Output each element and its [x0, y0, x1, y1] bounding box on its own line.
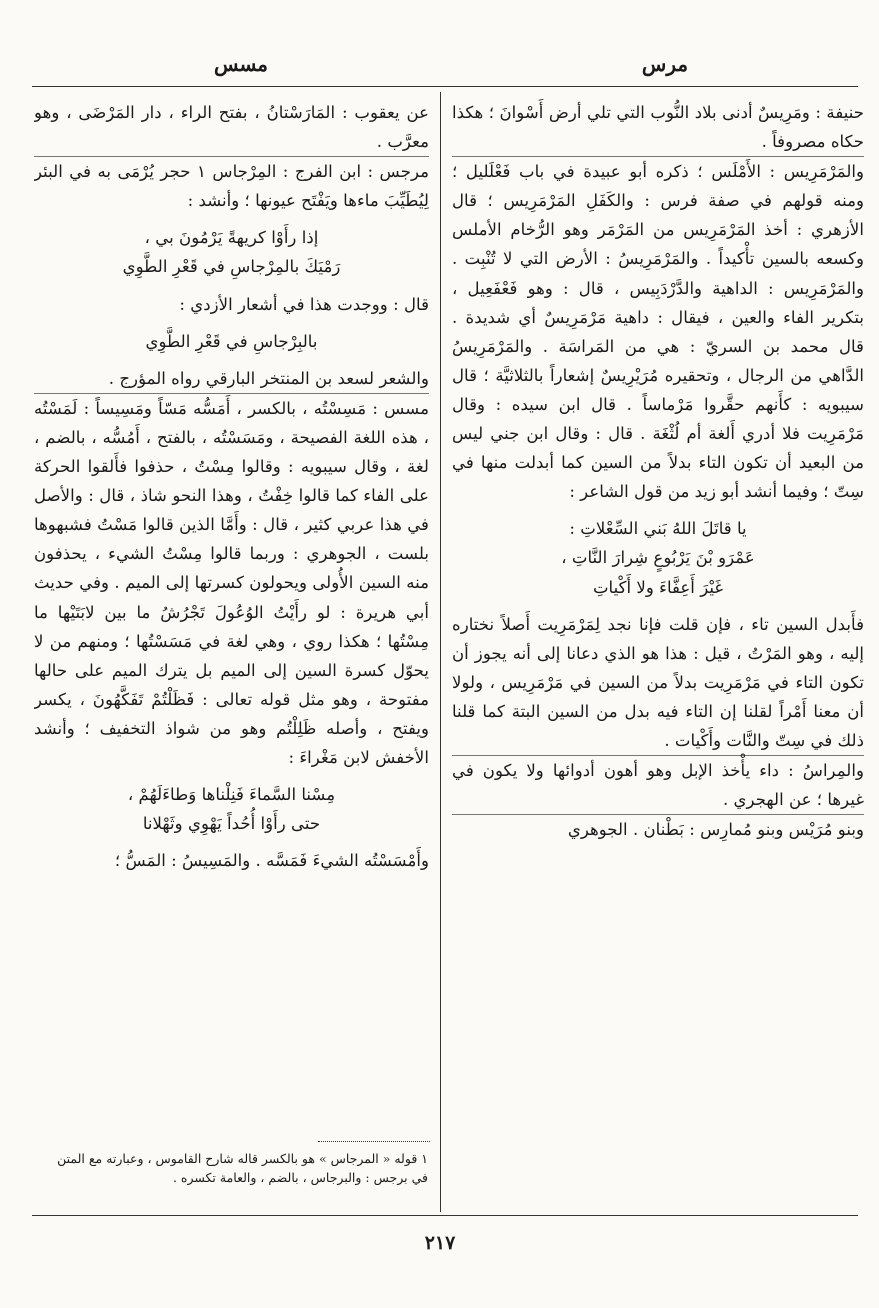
entry-paragraph: والشعر لسعد بن المنتخر البارقي رواه المؤرج . [34, 364, 429, 394]
entry-paragraph: قال : ووجدت هذا في أشعار الأزدي : [179, 294, 429, 314]
verse-line: حتى رأَوْا أُحُداً يَهْوِي وثَهْلانا [142, 814, 321, 834]
footer-rule [32, 1215, 858, 1216]
entry-paragraph: وأَمْسَسْتُه الشيءَ فَمَسَّه . والمَسِيسُ : المَسُّ ؛ [114, 851, 429, 871]
entry-paragraph: مسس : مَسِسْتُه ، بالكسر ، أَمَسُّه مَسّاً ومَسِيساً : لَمَسْتُه ، هذه اللغة الفصيحة ، ومَسَسْتُه ، بالفتح ، أَمُسُّه ، بالضم ، لغة ، وقال سيبويه : وقالوا مِسْتُ ، حذفوا فأَلقوا الحركة على الفاء كما قالوا خِفْتُ ، وهذا النحو شاذ ، قال : والأصل في هذا عربي كثير ، قال : وأَمَّا الذين قالوا مَسْتُ فشبهوها بلست ، الجوهري : وربما قالوا مِسْتُ الشيء ، يحذفون منه السين الأُولى ويحولون كسرتها إلى الميم . وفي حديث أبي هريرة : لو رأَيْتُ الوُعُولَ تَجْرُشُ ما بين لابَتَيْها ما مِسْتُها ؛ هكذا روي ، وهي لغة في مَسَسْتُها ؛ ومنهم من لا يحوّل كسرة السين إلى الميم بل يترك الميم على حالها مفتوحة ، وهو مثل قوله تعالى : فَظَلْتُمْ تَفَكَّهُونَ ، يكسر ويفتح ، وأصله ظَلِلْتُم وهو من شواذ التخفيف ؛ وأنشد الأخفش لابن مَغْراءَ : [34, 398, 429, 767]
verse-line: مِسْنا السَّماءَ فَنِلْناها وَطاءَلَهُمْ ، [127, 785, 336, 805]
verse-line: عَمْرَو بْنَ يَرْبُوعٍ شِرارَ النَّاتِ ، [561, 548, 755, 568]
entry-paragraph: مرجس : ابن الفرج : المِرْجاس ١ حجر يُرْمَى به في البئر لِيُطَيِّبَ ماءها ويَفْتَح عيونها ؛ وأنشد : [34, 162, 429, 211]
entry-paragraph: والمَرْمَرِيس : الأَمْلَس ؛ ذكره أبو عبيدة في باب فَعْلَليل ؛ ومنه قولهم في صفة فرس : والكَفَلِ المَرْمَرِيس ؛ قال الأزهري : أخذ المَرْمَرِيس من المَرْمَر وهو الرُّخام الأملس وكسعه بالسين تأْكيداً . والمَرْمَرِيسُ : الأرض التي لا تُنْبِت . والمَرْمَرِيس : الداهية والدَّرْدَبِيس ، قال : وهو فَعْفَعِيل ، بتكرير الفاء والعين ، فيقال : داهية مَرْمَرِيسٌ أي شديدة . قال محمد بن السريّ : هي من المَراسَة . والمَرْمَرِيسُ الدَّاهي من الرجال ، وتحقيره مُرَيْرِيسٌ إشعاراً بالثلاثيَّة ؛ قال سيبويه : كأَنهم حقَّروا مَرْماساً . قال ابن سيده : وقال مَرْمَرِيت فلا أدري أَلغة أم لُثْغَة . قال : وقال ابن جني ليس من البعيد أن تكون التاء بدلاً من السين كما أبدلت منها في سِتّ ؛ وفيما أنشد أبو زيد من قول الشاعر : [452, 162, 864, 502]
entry-paragraph: عن يعقوب : المَارَسْتانُ ، بفتح الراء ، دار المَرْضَى ، وهو معرَّب . [34, 98, 429, 157]
entry-paragraph: والمِراسُ : داء يأْخذ الإبل وهو أهون أدوائها ولا يكون في غيرها ؛ عن الهجري . [452, 756, 864, 815]
verse-line: بالبِرْجاسِ في قَعْرِ الطَّوِي [145, 331, 318, 351]
verse-line: يا قاتَلَ اللهُ بَني السِّعْلاتِ : [569, 519, 747, 539]
header-rule [32, 86, 858, 87]
right-column [452, 98, 864, 1210]
running-header-right: مرس [641, 52, 689, 76]
footnote-separator [318, 1141, 430, 1142]
running-header-left: مسس [213, 52, 269, 76]
verse-block [34, 223, 429, 281]
left-column [34, 98, 429, 1158]
verse-line: رَمْيَكَ بالمِرْجاسِ في قَعْرِ الطَّوِي [122, 257, 341, 277]
entry-paragraph: حنيفة : ومَرِيسٌ أدنى بلاد النُّوب التي تلي أرض أَسْوانَ ؛ هكذا حكاه مصروفاً . [452, 98, 864, 157]
verse-line: إذا رأَوْا كريهةً يَرْمُونَ بي ، [144, 228, 319, 248]
verse-block [34, 780, 429, 838]
column-divider [440, 92, 441, 1212]
verse-block [34, 327, 429, 356]
footnote [40, 1149, 428, 1187]
entry-paragraph: فأَبدل السين تاء ، فإن قلت فإنا نجد لِمَرْمَرِيت أَصلاً نختاره إليه ، وهو المَرْتُ ، قيل : هذا هو الذي دعانا إلى أنه يجوز أن تكون التاء في مَرْمَرِيت بدلاً من السين في مَرْمَرِيس ، ولولا أن معنا أَمْراً لقلنا إن التاء فيه بدل من السين البتة كما قلنا ذلك في سِتّ والنَّات وأَكْيات . [452, 610, 864, 756]
footnote-text: ١ قوله « المرجاس » هو بالكسر قاله شارح القاموس ، وعبارته مع المتن في برجس : والبرجاس ، بالضم ، والعامة تكسره . [57, 1151, 428, 1185]
entry-paragraph: وبنو مُرَيْس وبنو مُمارِس : بَطْنان . الجوهري [567, 820, 864, 840]
page-number: ٢١٧ [424, 1232, 456, 1254]
verse-block [452, 514, 864, 601]
verse-line: غَيْرَ أَعِفَّاءَ ولا أَكْياتِ [592, 577, 724, 597]
